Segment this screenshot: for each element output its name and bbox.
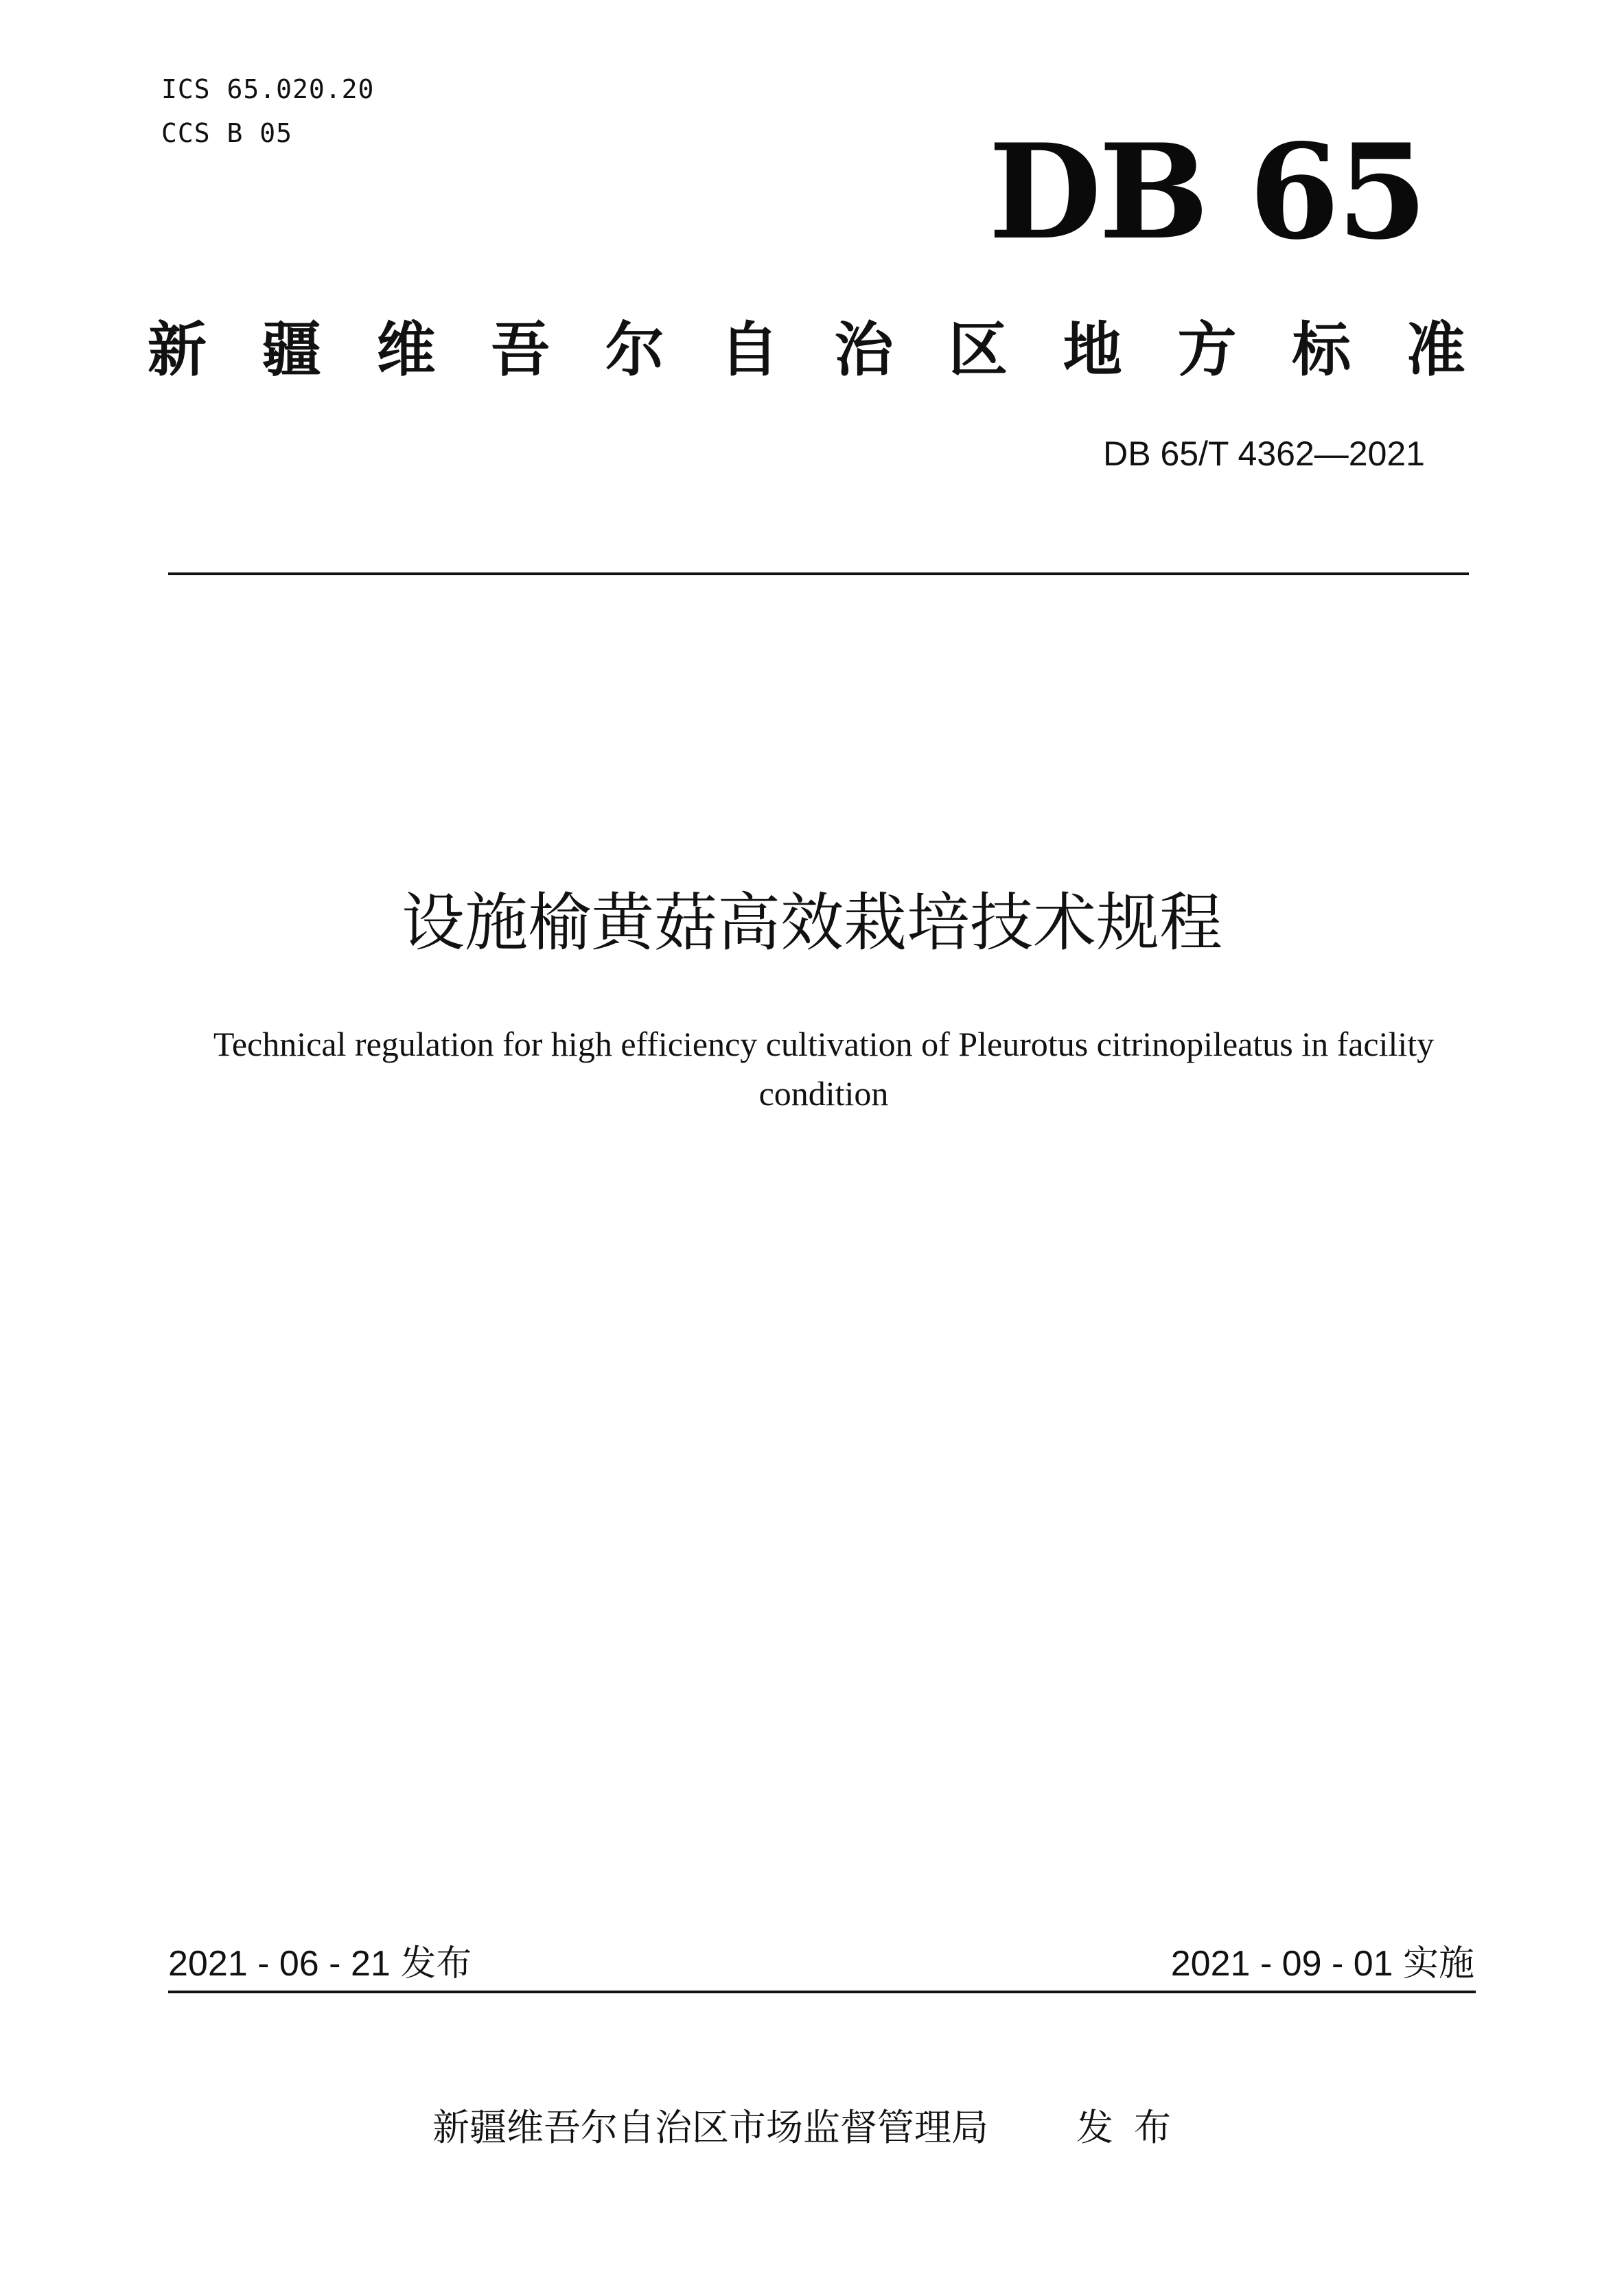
title-char: 疆 xyxy=(262,316,321,384)
title-char: 自 xyxy=(719,316,779,384)
document-title-en: Technical regulation for high efficiency cultivation of Pleurotus citrinopileatus in facility condition xyxy=(213,1025,1435,1113)
document-title-cn: 设施榆黄菇高效栽培技术规程 xyxy=(401,886,1222,960)
title-char: 维 xyxy=(376,316,436,384)
title-char: 方 xyxy=(1177,316,1237,384)
title-char: 吾 xyxy=(491,316,550,384)
title-char: 准 xyxy=(1406,316,1465,384)
title-char: 治 xyxy=(834,316,894,384)
title-char: 标 xyxy=(1292,316,1352,384)
title-char: 尔 xyxy=(605,316,664,384)
publisher-name: 新疆维吾尔自治区市场监督管理局 xyxy=(432,2106,988,2149)
standard-number: DB 65/T 4362—2021 xyxy=(1103,434,1425,473)
title-char: 地 xyxy=(1063,316,1122,384)
top-divider xyxy=(168,572,1469,575)
db65-logo: DB 65 xyxy=(988,115,1425,268)
title-char: 新 xyxy=(148,316,207,384)
ccs-code: CCS B 05 xyxy=(161,118,293,148)
publish-label: 发布 xyxy=(1076,2106,1192,2149)
ics-code: ICS 65.020.20 xyxy=(161,74,375,104)
issue-date: 2021 - 06 - 21 发布 xyxy=(168,1944,472,1984)
bottom-divider xyxy=(168,1991,1476,1993)
implementation-date: 2021 - 09 - 01 实施 xyxy=(1170,1944,1474,1984)
title-char: 区 xyxy=(949,316,1008,384)
standard-type-title xyxy=(148,312,1465,388)
